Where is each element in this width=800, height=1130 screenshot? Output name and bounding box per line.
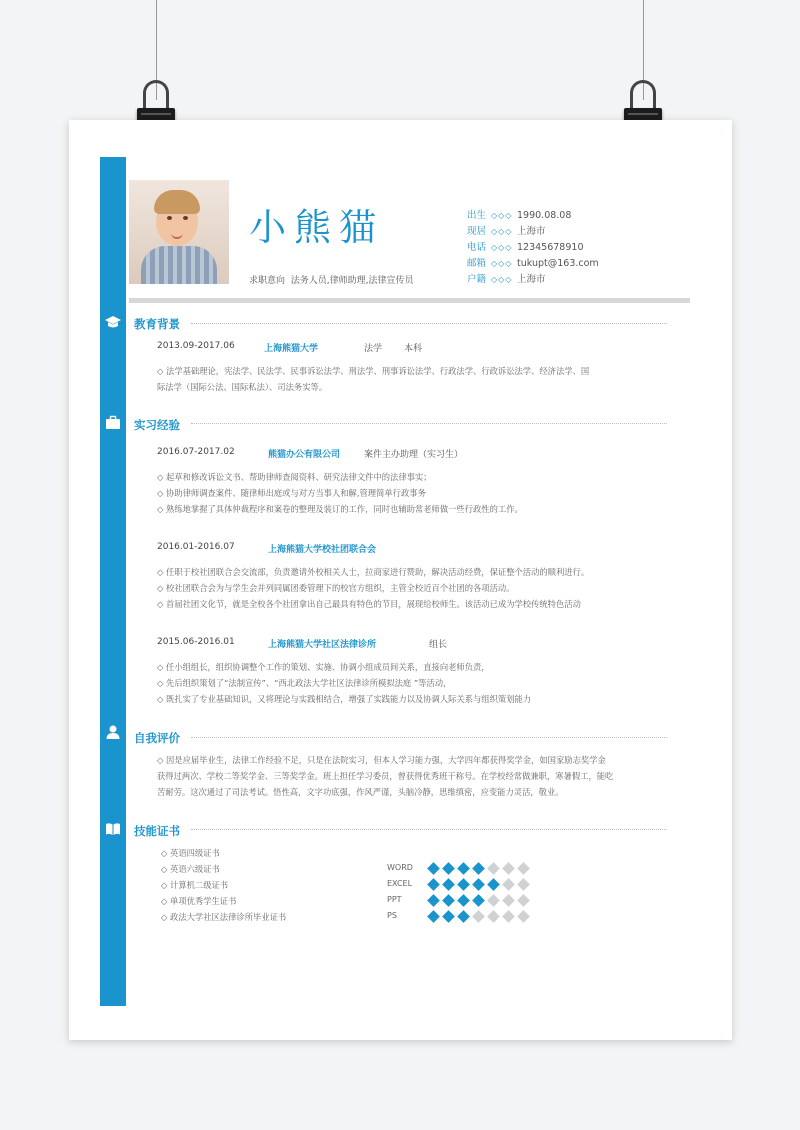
section-title-education: 教育背景 <box>134 317 180 331</box>
rating-diamond-filled <box>442 862 455 875</box>
rating-diamond-filled <box>442 878 455 891</box>
info-row-residence: 现居 ◇◇◇ 上海市 <box>467 226 546 237</box>
edu-major: 法学 <box>364 344 383 354</box>
rating-diamond-empty <box>517 894 530 907</box>
job-intent-value: 法务人员,律师助理,法律宣传员 <box>290 276 414 286</box>
edu-date: 2013.09-2017.06 <box>157 341 235 351</box>
resume-paper <box>69 120 732 1040</box>
rating-diamond-filled <box>472 862 485 875</box>
cert-item: ◇ 英语四级证书 <box>161 848 220 858</box>
rating-diamond-filled <box>427 910 440 923</box>
rating-diamond-filled <box>472 894 485 907</box>
edu-desc: 际法学（国际公法、国际私法）、司法务实等。 <box>157 382 328 392</box>
rating-diamond-empty <box>502 862 515 875</box>
job-bullet: ◇ 协助律师调查案件、随律师出庭或与对方当事人和解,管理简单行政事务 <box>157 488 426 498</box>
cert-item: ◇ 计算机二级证书 <box>161 880 229 890</box>
rating-diamond-filled <box>457 910 470 923</box>
info-row-birth: 出生 ◇◇◇ 1990.08.08 <box>467 210 572 221</box>
cert-item: ◇ 政法大学社区法律诊所毕业证书 <box>161 912 287 922</box>
rating-diamond-filled <box>457 894 470 907</box>
edu-degree: 本科 <box>404 344 423 354</box>
job-bullet: ◇ 校社团联合会为与学生会并列同属团委管理下的校官方组织，主管全校近百个社团的各项活动。 <box>157 583 515 593</box>
skill-label-excel: EXCEL <box>387 879 413 888</box>
graduation-cap-icon <box>105 314 121 330</box>
job-bullet: ◇ 任小组组长，组织协调整个工作的策划、实施、协调小组成员间关系，直接向老师负责， <box>157 662 490 672</box>
book-icon <box>105 821 121 837</box>
accent-side-bar <box>100 157 126 1006</box>
rating-diamond-filled <box>427 862 440 875</box>
job-org: 上海熊猫大学社区法律诊所 <box>268 640 377 650</box>
rating-diamond-filled <box>457 878 470 891</box>
job-bullet: ◇ 任职于校社团联合会交流部，负责邀请外校相关人士，拉商家进行赞助，解决活动经费，保证整个活动的顺利进行。 <box>157 567 590 577</box>
rating-diamond-empty <box>502 894 515 907</box>
job-intent-label: 求职意向 <box>249 276 286 286</box>
candidate-name: 小熊猫 <box>249 206 384 249</box>
job-role: 案件主办助理（实习生） <box>364 450 464 460</box>
rating-diamond-empty <box>517 878 530 891</box>
job-bullet: ◇ 既扎实了专业基础知识，又将理论与实践相结合，增强了实践能力以及协调人际关系与组织策划能力 <box>157 694 532 704</box>
job-intent <box>249 273 413 286</box>
section-title-skills: 技能证书 <box>134 824 180 838</box>
section-title-self: 自我评价 <box>134 731 180 745</box>
info-row-hukou: 户籍 ◇◇◇ 上海市 <box>467 274 546 285</box>
cert-item: ◇ 英语六级证书 <box>161 864 220 874</box>
skill-label-word: WORD <box>387 863 413 872</box>
section-divider <box>191 737 667 738</box>
rating-diamond-filled <box>457 862 470 875</box>
personal-info <box>467 208 599 288</box>
rating-diamond-empty <box>517 862 530 875</box>
section-divider <box>191 423 667 424</box>
edu-school: 上海熊猫大学 <box>264 344 319 354</box>
briefcase-icon <box>105 415 121 431</box>
job-role: 组长 <box>429 640 448 650</box>
skill-label-ps: PS <box>387 911 397 920</box>
job-org: 熊猫办公有限公司 <box>268 450 341 460</box>
job-bullet: ◇ 首届社团文化节，就是全校各个社团拿出自己最具有特色的节目，展现给校师生。该活动已成为学校传统特色活动 <box>157 599 581 609</box>
info-row-email: 邮箱 ◇◇◇ tukupt@163.com <box>467 258 599 269</box>
job-date: 2016.01-2016.07 <box>157 542 235 552</box>
job-bullet: ◇ 先后组织策划了“法制宣传”、“西北政法大学社区法律诊所模拟法庭 ”等活动， <box>157 678 452 688</box>
rating-diamond-empty <box>517 910 530 923</box>
rating-diamond-filled <box>442 910 455 923</box>
info-row-phone: 电话 ◇◇◇ 12345678910 <box>467 242 584 253</box>
skill-label-ppt: PPT <box>387 895 402 904</box>
section-title-internship: 实习经验 <box>134 418 180 432</box>
rating-diamond-filled <box>472 878 485 891</box>
edu-desc: ◇ 法学基础理论，宪法学、民法学、民事诉讼法学、刑法学、刑事诉讼法学、行政法学、行政诉讼法学、经济法学、国 <box>157 366 590 376</box>
rating-diamond-filled <box>427 894 440 907</box>
job-date: 2015.06-2016.01 <box>157 637 235 647</box>
rating-diamond-empty <box>487 862 500 875</box>
rating-diamond-empty <box>487 910 500 923</box>
user-icon <box>105 724 121 740</box>
job-bullet: ◇ 起草和修改诉讼文书、帮助律师查阅资料、研究法律文件中的法律事实； <box>157 472 432 482</box>
rating-diamond-filled <box>487 878 500 891</box>
rating-diamond-empty <box>472 910 485 923</box>
job-bullet: ◇ 熟练地掌握了具体仲裁程序和案卷的整理及装订的工作，同时也辅助常老师做一些行政性的工作。 <box>157 504 523 514</box>
rating-diamond-filled <box>427 878 440 891</box>
section-divider <box>191 323 667 324</box>
rating-diamond-empty <box>502 910 515 923</box>
profile-photo <box>129 180 229 284</box>
rating-diamond-filled <box>442 894 455 907</box>
self-eval-text: ◇ 因是应届毕业生，法律工作经验不足，只是在法院实习，但本人学习能力强，大学四年都获得奖学金，如国家励志奖学金 获得过两次、学校二等奖学金、三等奖学金。班上担任学习委员，曾获得优秀班干称号。在学校经常做兼职，寒暑假工，能吃 苦耐劳。这次通过了司法考试。悟性高，文字功底强，作风严谨，头脑冷静，思维缜密，应变能力灵活，敬业。 <box>157 755 614 797</box>
header-divider <box>129 298 690 303</box>
cert-item: ◇ 单项优秀学生证书 <box>161 896 237 906</box>
section-divider <box>191 829 667 830</box>
rating-diamond-empty <box>487 894 500 907</box>
rating-diamond-empty <box>502 878 515 891</box>
job-date: 2016.07-2017.02 <box>157 447 235 457</box>
job-org: 上海熊猫大学校社团联合会 <box>268 545 377 555</box>
